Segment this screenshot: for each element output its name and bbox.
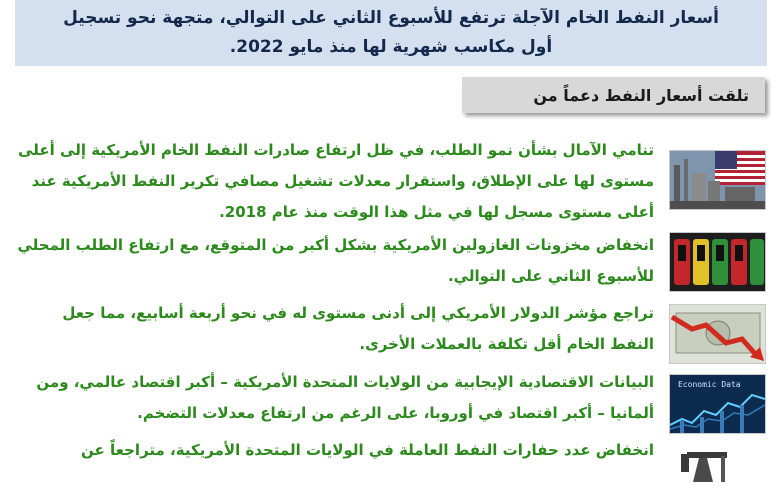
list-item-text: انخفاض مخزونات الغازولين الأمريكية بشكل أكبر من المتوقع، مع ارتفاع الطلب المحلي للأسبوع الثاني على التوالي. (17, 236, 654, 285)
list-item-text: البيانات الاقتصادية الإيجابية من الولايات المتحدة الأمريكية – أكبر اقتصاد عالمي، ومن ألمانيا – أكبر اقتصاد في أوروبا، على الرغم من ارتفاع معدلات التضخم. (36, 373, 654, 422)
oil-refinery-flag-image (669, 150, 766, 210)
list-item-text: تنامي الآمال بشأن نمو الطلب، في ظل ارتفاع صادرات النفط الخام الأمريكية إلى أعلى مستوى لها على الإطلاق، واستقرار معدلات تشغيل مصافي تكرير النفط الأمريكية عند أعلى مستوى مسجل لها في مثل هذا الوقت منذ عام 2018. (18, 141, 654, 221)
list-item (14, 435, 654, 466)
section-subheading-box (462, 77, 765, 113)
headline-line-2: أول مكاسب شهرية لها منذ مايو 2022. (229, 37, 553, 57)
section-subheading: تلقت أسعار النفط دعماً من (533, 85, 749, 105)
dollar-decline-image (669, 304, 766, 364)
headline-line-1: أسعار النفط الخام الآجلة ترتفع للأسبوع الثاني على التوالي، متجهة نحو تسجيل (63, 8, 719, 28)
headline-banner (15, 0, 767, 66)
list-item (14, 230, 654, 292)
list-item (14, 298, 654, 360)
list-item (14, 135, 654, 228)
oil-pumpjack-image (669, 442, 764, 500)
list-item (14, 367, 654, 429)
list-item-text: تراجع مؤشر الدولار الأمريكي إلى أدنى مستوى له في نحو أربعة أسابيع، مما جعل النفط الخام أقل تكلفة بالعملات الأخرى. (62, 304, 654, 353)
list-item-text: انخفاض عدد حفارات النفط العاملة في الولايات المتحدة الأمريكية، متراجعاً عن (81, 441, 654, 459)
economic-data-caption: Economic Data (678, 380, 741, 389)
fuel-pumps-image (669, 232, 766, 292)
economic-data-image (669, 374, 766, 434)
